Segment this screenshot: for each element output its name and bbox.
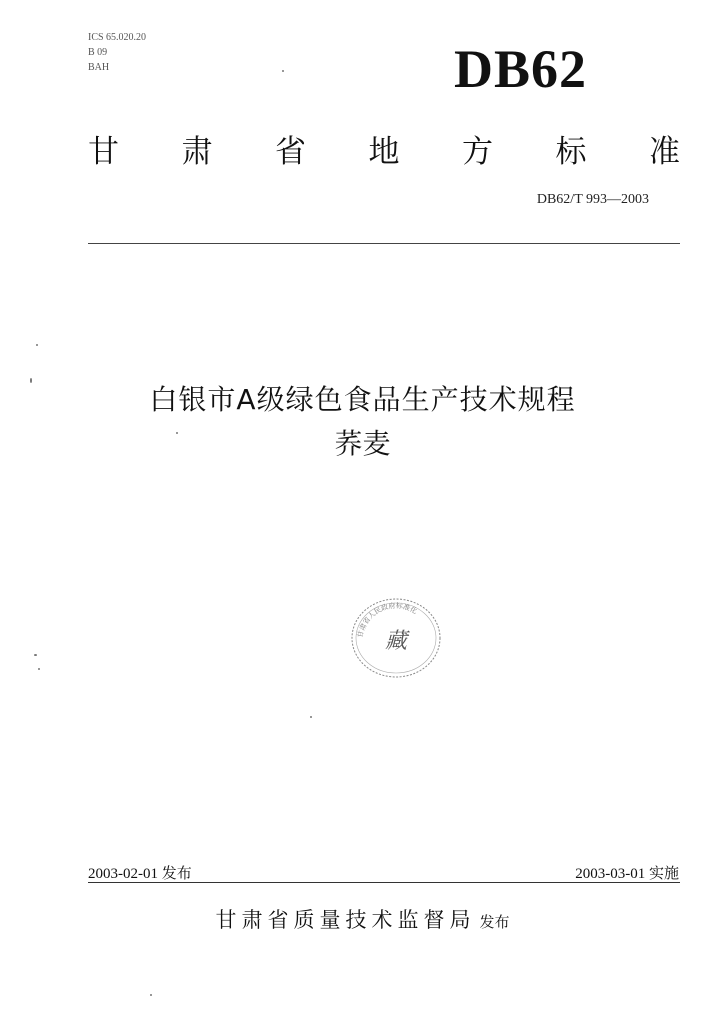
standard-type-title (88, 126, 680, 171)
scan-speck (282, 70, 284, 72)
filing-code: BAH (88, 62, 110, 73)
implementation-date: 2003-03-01 实施 (575, 866, 679, 882)
title-char: 甘 (88, 134, 119, 170)
issue-date: 2003-02-01 发布 (88, 866, 192, 882)
publisher-suffix: 发布 (479, 913, 510, 931)
scan-speck (34, 654, 37, 656)
scan-speck (36, 344, 38, 346)
scan-speck (150, 994, 152, 996)
title-char: 准 (649, 134, 680, 170)
publisher-line (0, 904, 725, 934)
scan-speck (38, 668, 40, 670)
title-char: 方 (462, 134, 493, 170)
standard-number: DB62/T 993—2003 (536, 192, 649, 207)
seal-center-char: 藏 (384, 629, 408, 654)
scan-speck (310, 716, 312, 718)
db62-logo: DB62 (454, 39, 588, 99)
classification-codes (88, 30, 146, 75)
scan-speck (176, 432, 178, 434)
document-title: 白银市A级绿色食品生产技术规程 (149, 383, 576, 416)
publisher-name: 甘肃省质量技术监督局 (215, 908, 476, 932)
ics-code: ICS 65.020.20 (88, 32, 147, 43)
title-char: 标 (555, 134, 587, 170)
top-divider (88, 243, 680, 244)
title-char: 地 (368, 134, 400, 170)
bottom-divider (88, 882, 680, 883)
official-seal-stamp (348, 596, 444, 680)
scan-speck (30, 378, 32, 383)
title-char: 省 (275, 134, 306, 170)
ccs-code: B 09 (88, 47, 108, 58)
title-char: 肃 (181, 134, 213, 170)
document-subtitle: 荞麦 (334, 427, 391, 460)
seal-ring-text: 甘肃省人民政府标准化 (356, 601, 419, 639)
